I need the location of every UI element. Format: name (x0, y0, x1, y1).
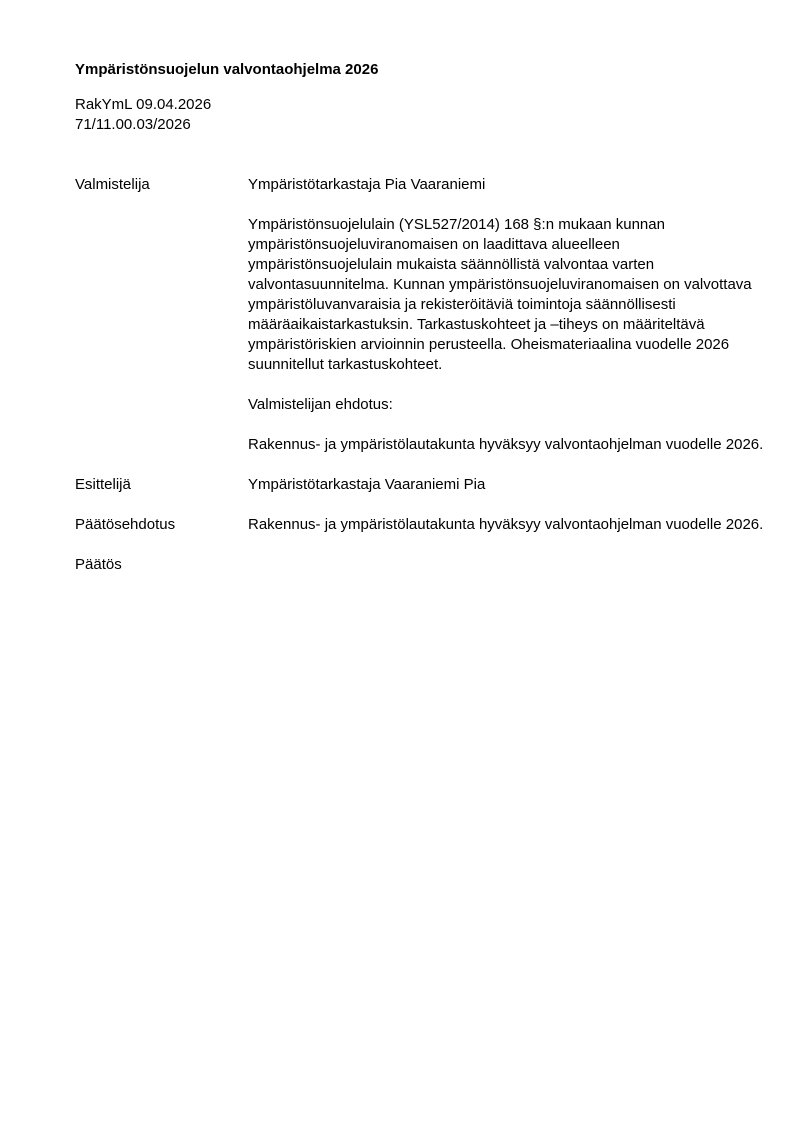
proposal-text-paragraph: Rakennus- ja ympäristölautakunta hyväksyy valvontaohjelman vuodelle 2026. (248, 436, 764, 453)
document-title: Ympäristönsuojelun valvontaohjelma 2026 (75, 61, 379, 78)
document-date-line: RakYmL 09.04.2026 (75, 96, 212, 113)
section-label-esittelija: Esittelijä (75, 476, 131, 493)
document-meta (75, 95, 766, 135)
case-number-line: 71/11.00.03/2026 (75, 116, 191, 133)
section-label-valmistelija: Valmistelija (75, 176, 150, 193)
section-paatosehdotus (75, 515, 766, 555)
section-label-paatos: Päätös (75, 556, 122, 573)
decision-proposal-paragraph: Rakennus- ja ympäristölautakunta hyväksyy valvontaohjelman vuodelle 2026. (248, 516, 764, 533)
presenter-name-paragraph: Ympäristötarkastaja Vaaraniemi Pia (248, 476, 486, 493)
background-paragraph: Ympäristönsuojelulain (YSL527/2014) 168 §:n mukaan kunnan ympäristönsuojeluviranomaisen on laadittava alueelleen ympäristönsuojelulain mukaista säännöllistä valvontaa varten valvontasuunnitelma. Kunnan ympäristönsuojeluviranomaisen on valvottava ympäristöluvanvaraisia ja rekisteröitäviä toimintoja säännöllisesti määräaikaistarkastuksin. Tarkastuskohteet ja –tiheys on määriteltävä ympäristöriskien arvioinnin perusteella. Oheismateriaalina vuodelle 2026 suunnitellut tarkastuskohteet. (248, 216, 752, 373)
preparer-name-paragraph: Ympäristötarkastaja Pia Vaaraniemi (248, 176, 486, 193)
section-label-paatosehdotus: Päätösehdotus (75, 516, 176, 533)
section-valmistelija (75, 175, 766, 475)
proposal-heading-paragraph: Valmistelijan ehdotus: (248, 396, 393, 413)
section-content-paatosehdotus (248, 515, 764, 555)
section-paatos (75, 555, 766, 575)
section-content-esittelija (248, 475, 764, 515)
section-content-valmistelija (248, 175, 764, 475)
section-esittelija (75, 475, 766, 515)
